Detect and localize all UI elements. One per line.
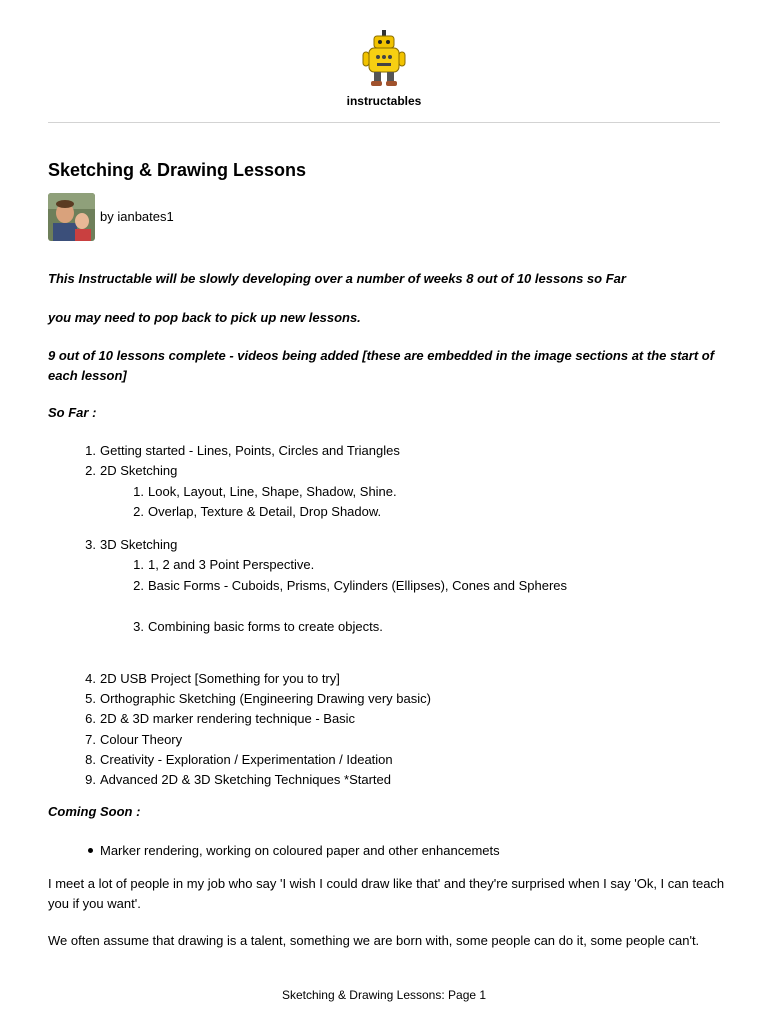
site-name[interactable]: instructables [346,94,422,108]
robot-logo-icon [361,30,407,88]
intro-paragraph: you may need to pop back to pick up new lessons. [48,310,361,325]
list-item: 7. Colour Theory [85,732,183,747]
body-paragraph: I meet a lot of people in my job who say 'I wish I could draw like that' and they're surprised when I say 'Ok, I can teach you if you want'. [48,876,725,911]
coming-soon-heading: Coming Soon : [48,804,141,819]
sub-list-item: 2. Basic Forms - Cuboids, Prisms, Cylinders (Ellipses), Cones and Spheres [133,578,568,593]
list-item: 5. Orthographic Sketching (Engineering Drawing very basic) [85,691,431,706]
bullet-icon [88,848,93,853]
sub-list-item: 2. Overlap, Texture & Detail, Drop Shadow. [133,504,382,519]
header-divider [48,122,720,123]
page-header [0,0,768,124]
sub-list-item: 1. Look, Layout, Line, Shape, Shadow, Shine. [133,484,397,499]
list-item: Marker rendering, working on coloured paper and other enhancemets [100,843,500,858]
list-item: 9. Advanced 2D & 3D Sketching Techniques *Started [85,772,391,787]
so-far-heading: So Far : [48,405,97,420]
list-item: 1. Getting started - Lines, Points, Circles and Triangles [85,443,400,458]
author-avatar[interactable] [48,193,95,241]
author-byline[interactable]: by ianbates1 [100,209,174,224]
page-title: Sketching & Drawing Lessons [48,160,307,180]
intro-paragraph: This Instructable will be slowly developing over a number of weeks 8 out of 10 lessons so Far [48,271,626,286]
page-footer: Sketching & Drawing Lessons: Page 1 [281,988,487,1002]
sub-list-item: 1. 1, 2 and 3 Point Perspective. [133,557,315,572]
list-item: 8. Creativity - Exploration / Experimentation / Ideation [85,752,393,767]
list-item: 6. 2D & 3D marker rendering technique - Basic [85,711,356,726]
list-item: 4. 2D USB Project [Something for you to try] [85,671,340,686]
list-item: 3. 3D Sketching [85,537,178,552]
sub-list-item: 3. Combining basic forms to create objects. [133,619,383,634]
list-item: 2. 2D Sketching [85,463,178,478]
body-paragraph: We often assume that drawing is a talent, something we are born with, some people can do it, some people can't. [48,933,700,948]
intro-paragraph: 9 out of 10 lessons complete - videos being added [these are embedded in the image sections at the start of each lesson] [48,348,715,383]
